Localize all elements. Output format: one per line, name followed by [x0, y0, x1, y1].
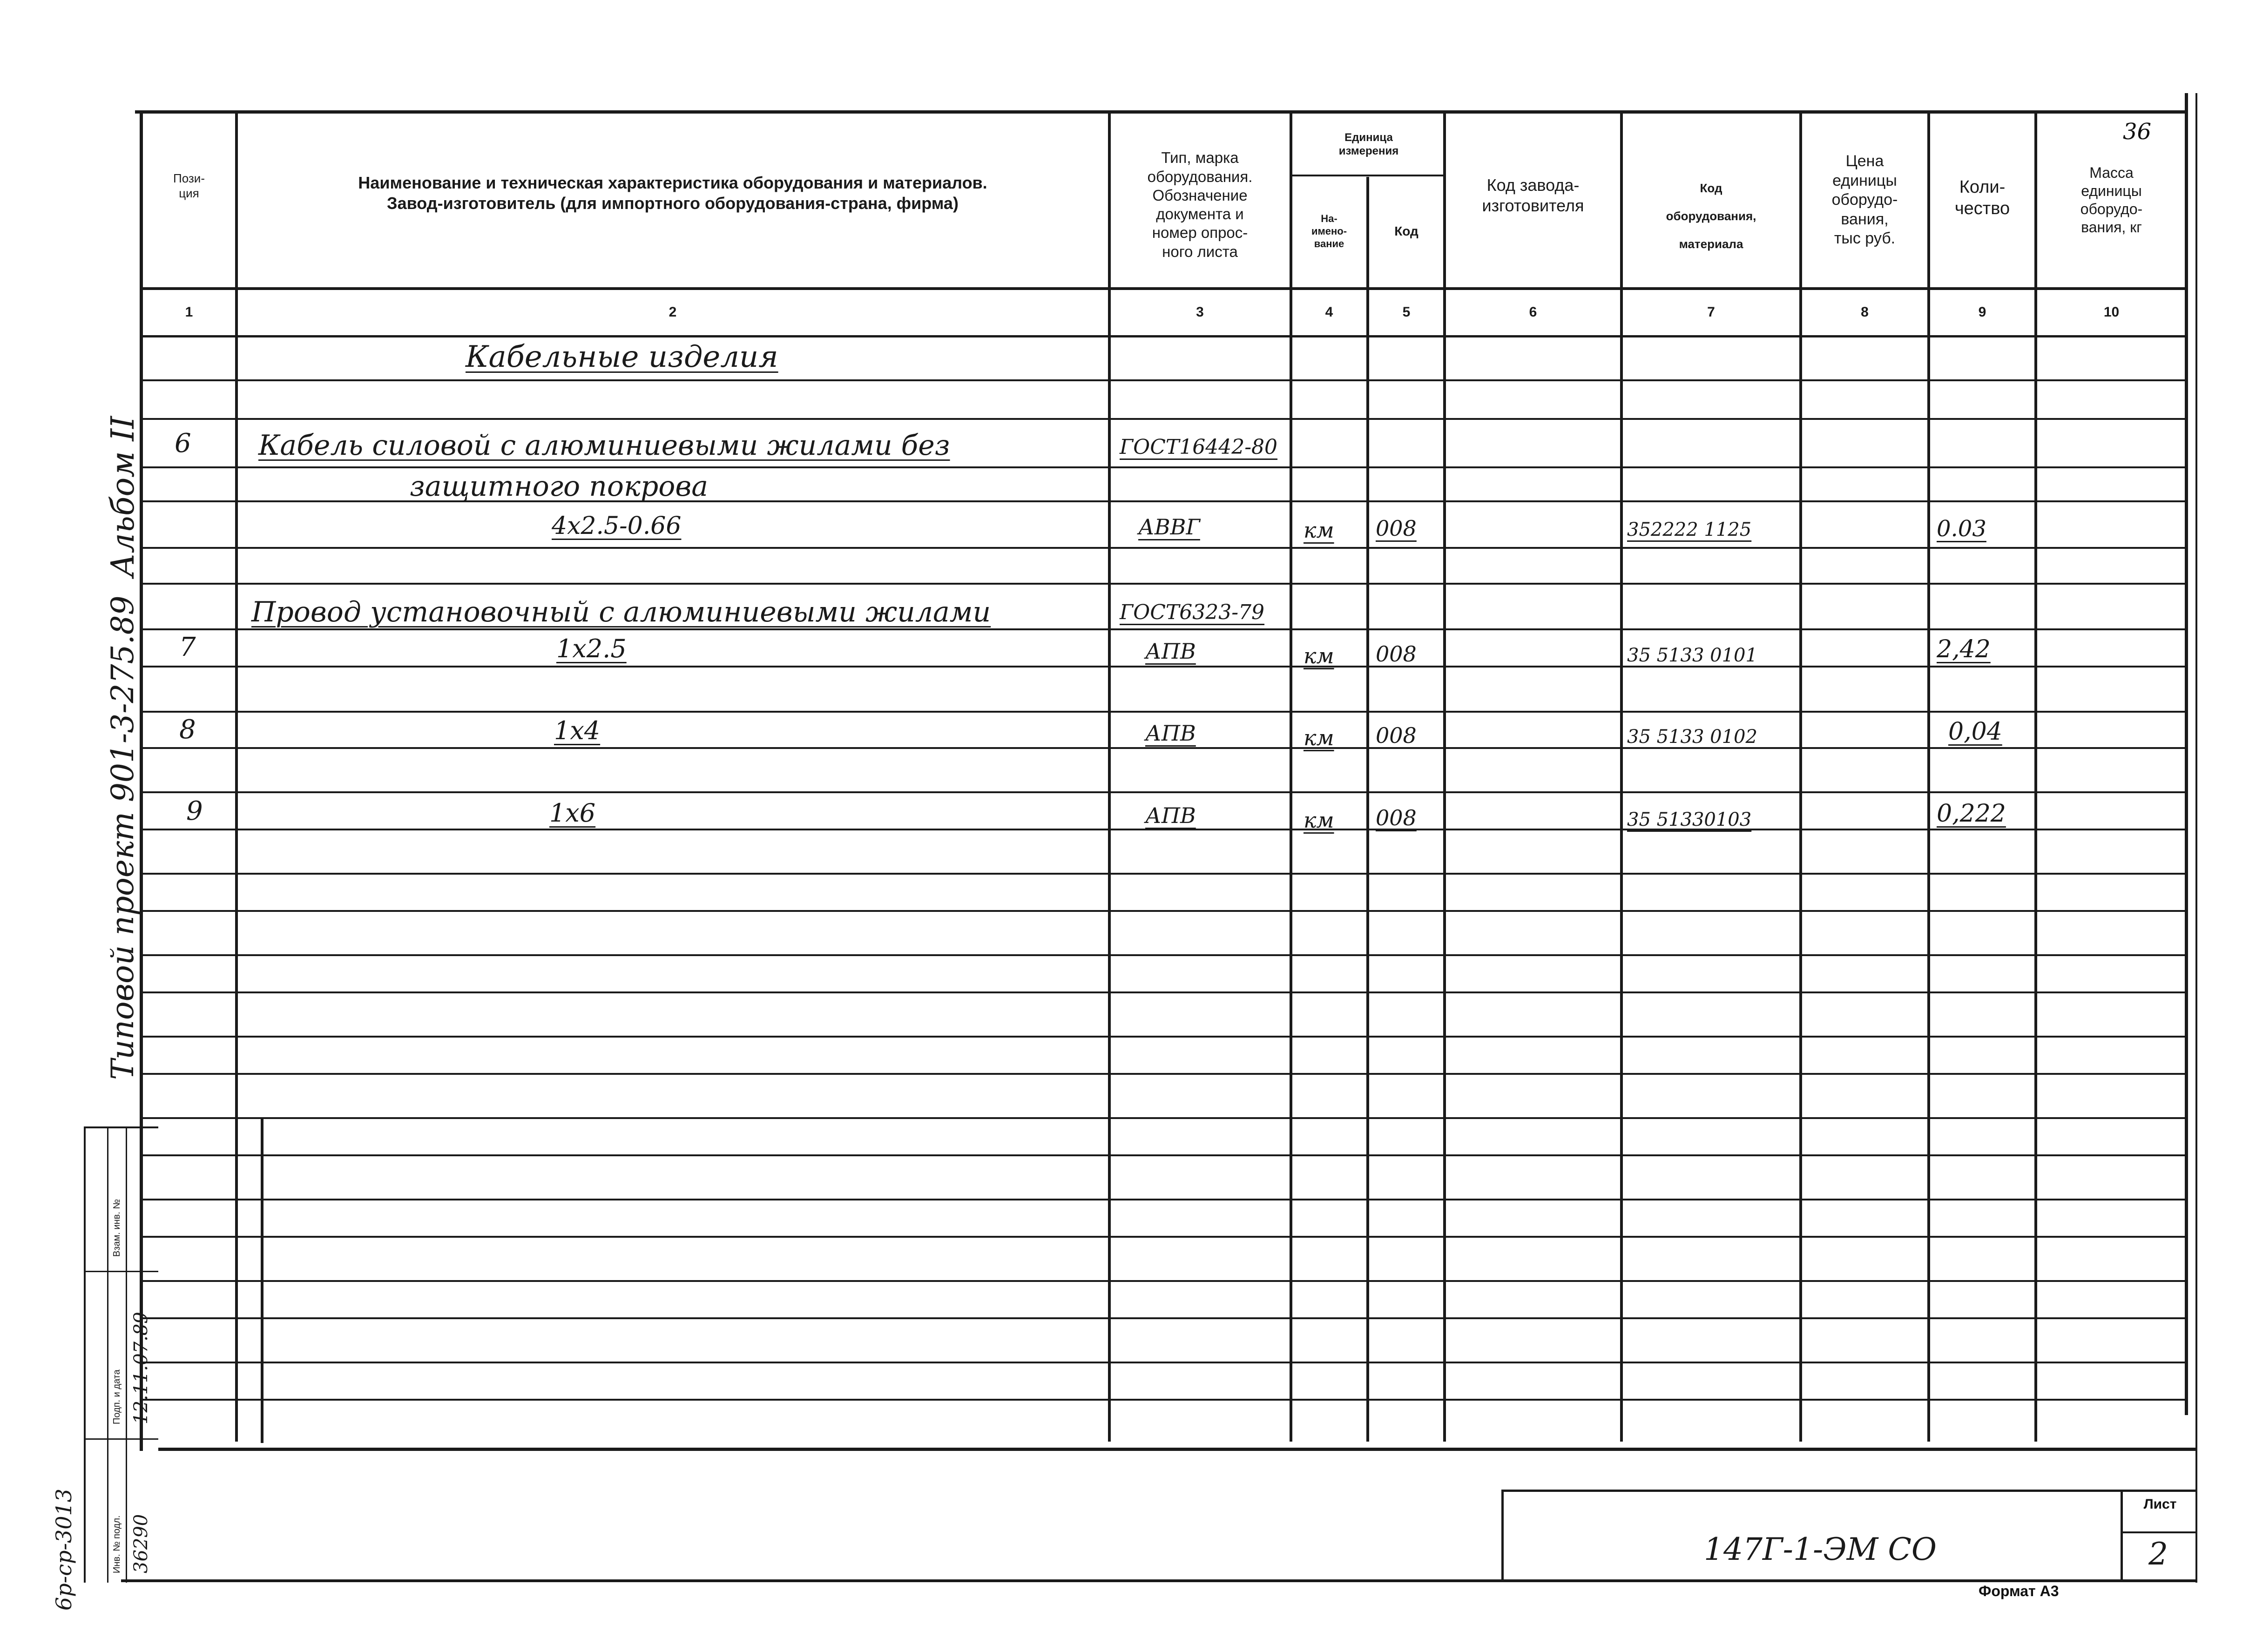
stamp-sign-label: Подп. и дата	[112, 1369, 122, 1424]
item-quantity: 0,222	[1937, 800, 2006, 828]
frame-bottom-outer	[121, 1579, 2197, 1582]
col-divider	[1620, 110, 1623, 1442]
row-line	[142, 666, 2186, 668]
item-unit: км	[1304, 808, 1334, 833]
header-bottom	[140, 287, 2188, 290]
col-number-1: 1	[185, 304, 193, 320]
position-number: 7	[179, 632, 196, 662]
stamp-divider	[84, 1271, 158, 1272]
col-divider	[1108, 110, 1111, 1442]
col-divider	[1927, 110, 1930, 1442]
item-unit-code: 008	[1376, 723, 1417, 748]
col-number-5: 5	[1402, 304, 1411, 320]
col-divider	[2034, 110, 2037, 1442]
col-number-10: 10	[2103, 304, 2120, 320]
item-quantity: 2,42	[1937, 635, 1991, 663]
stamp-replace-label: Взам. инв. №	[112, 1199, 122, 1257]
col-number-9: 9	[1978, 304, 1986, 320]
title-block-border	[2121, 1531, 2197, 1533]
row-line	[142, 954, 2186, 956]
item-type: АВВГ	[1138, 514, 1200, 539]
row-line	[142, 628, 2186, 630]
item-equip-code: 352222 1125	[1627, 519, 1752, 540]
item-equip-code: 35 5133 0101	[1627, 645, 1757, 666]
number-row-bottom	[140, 335, 2188, 337]
header-name: Наименование и техническая характеристика оборудования и материалов. Завод-изготовитель (для импортного оборудования-страна, фирма)	[358, 173, 987, 213]
item-unit-code: 008	[1376, 805, 1417, 830]
item-spec: 1x6	[549, 798, 596, 828]
header-plant-code: Код завода- изготовителя	[1482, 175, 1584, 215]
header-position: Пози- ция	[173, 171, 205, 200]
item-document: ГОСТ16442-80	[1120, 435, 1278, 459]
row-line	[142, 583, 2186, 585]
item-type: АПВ	[1145, 721, 1196, 746]
position-number: 8	[179, 715, 196, 745]
row-line	[142, 1199, 2186, 1200]
stamp-divider	[126, 1126, 127, 1583]
stamp-divider	[84, 1438, 158, 1440]
col-divider	[235, 110, 238, 1442]
col-number-2: 2	[669, 304, 677, 320]
row-line	[142, 1399, 2186, 1401]
item-spec: 4x2.5-0.66	[552, 512, 682, 540]
sheet-number: 2	[2148, 1536, 2168, 1572]
item-equip-code: 35 51330103	[1627, 809, 1752, 830]
col-number-6: 6	[1529, 304, 1537, 320]
row-line	[142, 547, 2186, 549]
row-line	[142, 1317, 2186, 1319]
title-block-border	[1501, 1490, 1504, 1582]
album-label: Альбом II	[105, 416, 142, 577]
sheet-label: Лист	[2143, 1497, 2177, 1512]
item-type: АПВ	[1145, 803, 1196, 828]
row-line	[142, 1073, 2186, 1075]
stamp-divider	[107, 1126, 108, 1583]
item-name: Кабель силовой с алюминиевыми жилами без	[258, 429, 950, 462]
item-unit: км	[1304, 725, 1334, 750]
row-line	[142, 829, 2186, 830]
document-designation: 147Г-1-ЭМ СО	[1704, 1531, 1937, 1567]
row-line	[142, 379, 2186, 381]
col-divider	[1443, 110, 1446, 1442]
frame-right	[2185, 93, 2188, 1415]
project-label: Типовой проект 901-3-275.89	[105, 595, 141, 1080]
header-unit-name: На- имено- вание	[1311, 213, 1347, 249]
col-divider	[1366, 177, 1369, 1442]
outer-right	[2195, 93, 2197, 1583]
item-type: АПВ	[1145, 639, 1196, 664]
row-line	[142, 1036, 2186, 1038]
header-price: Цена единицы оборудо- вания, тыс руб.	[1831, 152, 1898, 248]
row-line	[142, 1154, 2186, 1156]
row-line	[142, 1362, 2186, 1363]
row-line	[142, 1236, 2186, 1238]
col-number-3: 3	[1196, 304, 1204, 320]
frame-bottom-table	[158, 1448, 2197, 1451]
col-divider	[1799, 110, 1802, 1442]
frame-top	[135, 110, 2188, 114]
stamp-date-value: 12.11.07.89	[130, 1312, 152, 1424]
item-unit-code: 008	[1376, 641, 1417, 667]
item-spec: 1x2.5	[556, 634, 627, 663]
stamp-inv-label: Инв. № подл.	[112, 1515, 122, 1573]
item-unit-code: 008	[1376, 516, 1417, 541]
row-line	[142, 873, 2186, 875]
section-heading: Кабельные изделия	[466, 340, 778, 374]
title-block-border	[1501, 1490, 2197, 1492]
stamp-border	[84, 1126, 86, 1583]
archive-code: 6р-ср-3013	[51, 1488, 76, 1611]
header-mass: Масса единицы оборудо- вания, кг	[2080, 164, 2143, 236]
col-number-8: 8	[1861, 304, 1869, 320]
item-quantity: 0.03	[1937, 516, 1986, 542]
row-line	[142, 791, 2186, 793]
title-block-border	[2121, 1490, 2123, 1582]
item-unit: км	[1304, 518, 1334, 543]
row-line	[142, 747, 2186, 749]
row-line	[142, 466, 2186, 468]
item-quantity: 0,04	[1948, 718, 2002, 746]
stamp-border	[84, 1126, 158, 1128]
item-spec: 1x4	[554, 716, 601, 745]
item-document: ГОСТ6323-79	[1120, 600, 1265, 624]
row-line	[142, 418, 2186, 420]
header-unit-code: Код	[1394, 224, 1418, 239]
item-name: Провод установочный с алюминиевыми жилами	[251, 596, 991, 628]
col-number-7: 7	[1707, 304, 1715, 320]
header-unit-group: Единица измерения	[1338, 131, 1399, 157]
col-number-4: 4	[1325, 304, 1333, 320]
header-type: Тип, марка оборудования. Обозначение документа и номер опрос- ного листа	[1147, 149, 1253, 260]
row-line	[142, 1280, 2186, 1282]
position-number: 9	[186, 796, 203, 826]
item-name-continued: защитного покрова	[410, 470, 709, 503]
header-equip-code: Код оборудования, материала	[1666, 181, 1756, 251]
item-unit: км	[1304, 643, 1334, 668]
header-quantity: Коли- чество	[1954, 177, 2010, 218]
unit-group-divider	[1290, 175, 1446, 176]
row-line	[142, 711, 2186, 713]
format-label: Формат А3	[1979, 1583, 2059, 1599]
item-equip-code: 35 5133 0102	[1627, 726, 1757, 748]
row-line	[142, 910, 2186, 912]
row-line	[142, 991, 2186, 993]
stamp-inv-value: 36290	[130, 1514, 152, 1573]
row-line	[142, 1117, 2186, 1119]
position-number: 6	[175, 428, 191, 459]
sheet-corner-number: 36	[2123, 119, 2152, 145]
